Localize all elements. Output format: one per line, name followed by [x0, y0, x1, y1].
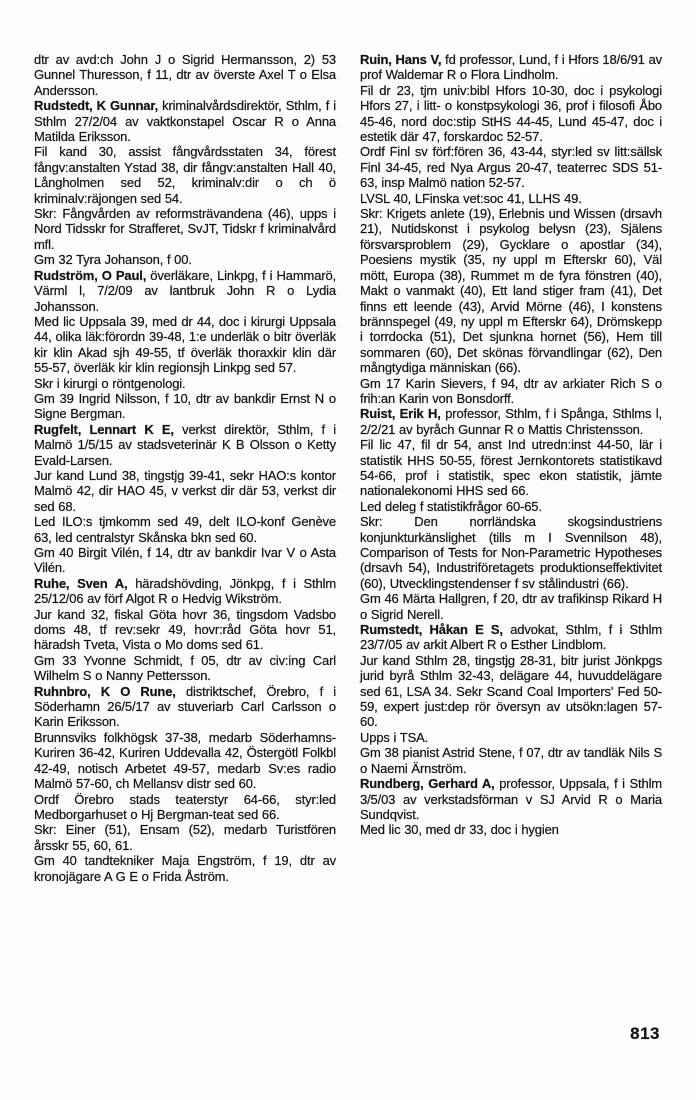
paragraph: Gm 38 pianist Astrid Stene, f 07, dtr av tandläk Nils S o Naemi Ärnström.: [360, 745, 662, 776]
entry-name: Rudstedt, K Gunnar,: [34, 98, 159, 114]
entry-paragraph: Rumstedt, Håkan E S, advokat, Sthlm, f i Sthlm 23/7/05 av arkit Albert R o Esther Lindblom.: [360, 622, 662, 653]
paragraph: Gm 17 Karin Sievers, f 94, dtr av arkiater Rich S o frih:an Karin von Bonsdorff.: [360, 375, 662, 406]
paragraph: Med lic Uppsala 39, med dr 44, doc i kirurgi Uppsala 44, olika läk:förordn 39-48, 1:e underläk o bitr överläk kir klin Akad sjh 49-55, tf överläk thoraxkir klin där 55-57, överläk kir klin regionsjh Linkpg sed 57.: [34, 313, 336, 376]
entry-name: Ruhe, Sven A,: [34, 575, 128, 591]
paragraph: LVSL 40, LFinska vet:soc 41, LLHS 49.: [360, 190, 582, 206]
paragraph: Led deleg f statistikfrågor 60-65.: [360, 498, 542, 514]
paragraph: Upps i TSA.: [360, 729, 429, 745]
entry-name: Rumstedt, Håkan E S,: [360, 622, 503, 638]
paragraph: Skr: Fångvården av reformsträvandena (46), upps i Nord Tidsskr for Strafferet, SvJT, Tidskr f kriminalvård mfl.: [34, 206, 336, 252]
paragraph: Fil lic 47, fil dr 54, anst Ind utredn:inst 44-50, lär i statistik HHS 50-55, förest Jernkontorets statistikavd 54-66, prof i statistik, spec ekon statistik, jämte nationalekonomi HHS sed 66.: [360, 437, 662, 499]
paragraph: Brunnsviks folkhögsk 37-38, medarb Söderhamns-Kuriren 36-42, Kuriren Uddevalla 42, Östergötl Folkbl 42-49, notisch Arbetet 49-57, medarb Sv:es radio Malmö 57-60, ch Mellansv distr sed 60.: [34, 729, 336, 792]
entry-paragraph: Ruhe, Sven A, häradshövding, Jönkpg, f i Sthlm 25/12/06 av förf Algot R o Hedvig Wikström.: [34, 575, 336, 607]
right-column: [360, 52, 662, 838]
paragraph: Med lic 30, med dr 33, doc i hygien: [360, 822, 559, 838]
entry-name: Rudström, O Paul,: [34, 267, 147, 283]
entry-name: Ruhnbro, K O Rune,: [34, 683, 176, 699]
paragraph: Skr: Den norrländska skogsindustriens konjunkturkänslighet (tills m I Svennilson 48), Comparison of Tests for Non-Parametric Hypotheses (drsavh 54), Industriföretagets produktionseffektivitet (60), Utvecklingstendenser f sv stålindustri (66).: [360, 514, 662, 591]
paragraph: Gm 33 Yvonne Schmidt, f 05, dtr av civ:ing Carl Wilhelm S o Nanny Pettersson.: [34, 652, 336, 684]
entry-paragraph: Rugfelt, Lennart K E, verkst direktör, Sthlm, f i Malmö 1/5/15 av stadsveterinär K B Olsson o Ketty Evald-Larsen.: [34, 421, 336, 468]
paragraph: Skr i kirurgi o röntgenologi.: [34, 375, 186, 391]
entry-paragraph: Rudström, O Paul, överläkare, Linkpg, f i Hammarö, Värml l, 7/2/09 av lantbruk John R o Lydia Johansson.: [34, 267, 337, 314]
entry-name: Ruin, Hans V,: [360, 52, 442, 67]
paragraph: dtr av avd:ch John J o Sigrid Hermansson, 2) 53 Gunnel Thuresson, f 11, dtr av överste Axel T o Elsa Andersson.: [34, 52, 336, 98]
paragraph: Gm 40 Birgit Vilén, f 14, dtr av bankdir Ivar V o Asta Vilén.: [34, 545, 336, 576]
paragraph: Jur kand Sthlm 28, tingstjg 28-31, bitr jurist Jönkpgs jurid byrå Sthlm 32-43, delägare 44, huvuddelägare sed 61, LSA 34. Sekr Scand Coal Importers' Fed 50-59, expert just:dep rör översyn av utsökn:lagen 57-60.: [360, 652, 662, 730]
paragraph: Gm 40 tandtekniker Maja Engström, f 19, dtr av kronojägare A G E o Frida Åström.: [34, 853, 336, 884]
text-columns: [34, 52, 662, 884]
entry-name: Ruist, Erik H,: [360, 406, 441, 422]
paragraph: Fil dr 23, tjm univ:bibl Hfors 10-30, doc i psykologi Hfors 27, i litt- o konstpsykologi 36, prof i filosofi Åbo 45-46, nord doc:stip StHS 44-45, Lund 45-47, doc i estetik där 47, forskardoc 52-57.: [360, 82, 662, 145]
entry-paragraph: Ruin, Hans V, fd professor, Lund, f i Hfors 18/6/91 av prof Waldemar R o Flora Lindholm.: [360, 52, 662, 83]
paragraph: Fil kand 30, assist fångvårdsstaten 34, förest fångv:anstalten Ystad 38, dir fångv:anstalten Hall 40, Långholmen sed 52, kriminalv:dir o ch ö kriminalv:räjongen sed 54.: [34, 144, 336, 206]
paragraph: Gm 46 Märta Hallgren, f 20, dtr av trafikinsp Rikard H o Sigrid Nerell.: [360, 591, 662, 622]
left-column: [34, 52, 336, 884]
paragraph: Jur kand Lund 38, tingstjg 39-41, sekr HAO:s kontor Malmö 42, dir HAO 45, v verkst dir där 53, verkst dir sed 68.: [34, 467, 336, 514]
entry-paragraph: Ruhnbro, K O Rune, distriktschef, Örebro, f i Söderhamn 26/5/17 av stuveriarb Carl Carlsson o Karin Eriksson.: [34, 683, 336, 730]
entry-paragraph: Rundberg, Gerhard A, professor, Uppsala, f i Sthlm 3/5/03 av verkstadsförman v SJ Arvid R o Maria Sundqvist.: [360, 776, 662, 822]
entry-name: Rugfelt, Lennart K E,: [34, 421, 174, 437]
entry-paragraph: Rudstedt, K Gunnar, kriminalvårdsdirektör, Sthlm, f i Sthlm 27/2/04 av vaktkonstapel Oscar R o Anna Matilda Eriksson.: [34, 98, 336, 145]
paragraph: Ordf Finl sv förf:fören 36, 43-44, styr:led sv litt:sällsk Finl 34-45, red Nya Argus 20-47, teaterrec SDS 51-63, insp Malmö nation 52-57.: [360, 144, 662, 191]
paragraph: Skr: Krigets anlete (19), Erlebnis und Wissen (drsavh 21), Nutidskonst i psykolog belysn (23), Själens försvarsproblem (29), Gycklare o apostlar (34), Poesiens mystik (35, ny uppl m Efterskr 60), Väl mött, Europa (38), Rummet m de fyra fönstren (40), Makt o vanmakt (40), Ett land stiger fram (41), Det finns ett leende (43), Arvid Mörne (46), I konstens brännspegel (49, ny uppl m Efterskr 64), Drömskepp i torrdocka (51), Det sjunkna hornet (56), Hem till sommaren (60), Det skönas förvandlingar (62), Den mångtydiga människan (66).: [360, 206, 662, 376]
paragraph: Led ILO:s tjmkomm sed 49, delt ILO-konf Genève 63, led centralstyr Skånska bkn sed 60.: [34, 514, 336, 545]
page-number: 813: [630, 1024, 660, 1043]
paragraph: Jur kand 32, fiskal Göta hovr 36, tingsdom Vadsbo doms 48, tf rev:sekr 49, hovr:råd Göta hovr 51, häradsh Tveta, Vista o Mo doms sed 61.: [34, 606, 336, 653]
entry-paragraph: Ruist, Erik H, professor, Sthlm, f i Spånga, Sthlms l, 2/2/21 av byråch Gunnar R o Mattis Christensson.: [360, 406, 662, 437]
paragraph: Gm 39 Ingrid Nilsson, f 10, dtr av bankdir Ernst N o Signe Bergman.: [34, 390, 336, 422]
paragraph: Gm 32 Tyra Johanson, f 00.: [34, 252, 192, 268]
entry-name: Rundberg, Gerhard A,: [360, 776, 495, 792]
paragraph: Ordf Örebro stads teaterstyr 64-66, styr:led Medborgarhuset o Hj Bergman-teat sed 66.: [34, 791, 336, 822]
paragraph: Skr: Einer (51), Ensam (52), medarb Turistfören årsskr 55, 60, 61.: [34, 822, 336, 853]
